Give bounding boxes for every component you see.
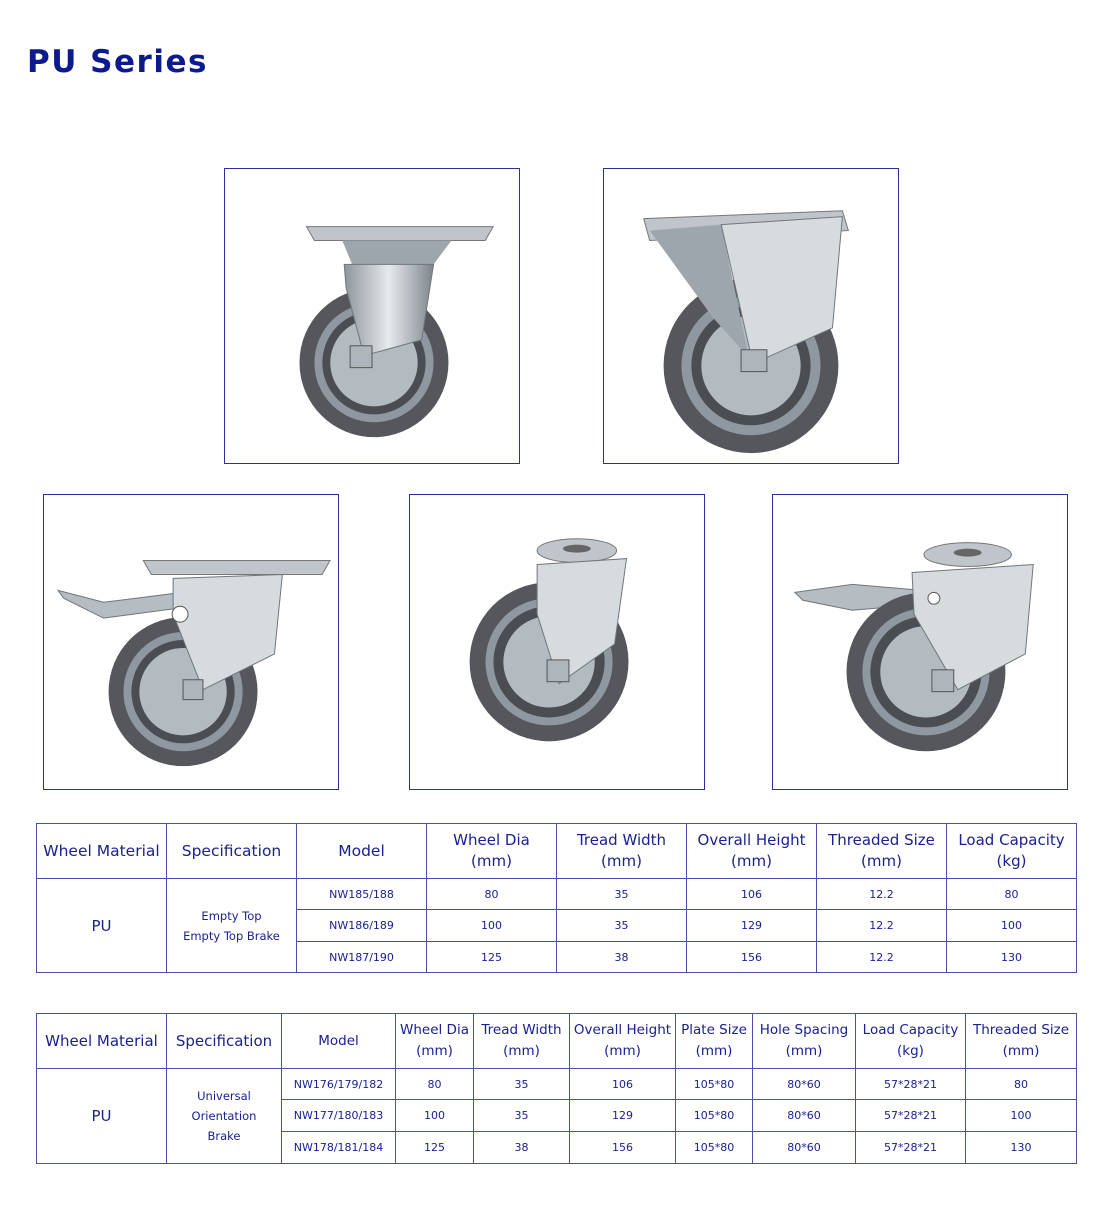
value-cell: 80	[427, 879, 557, 910]
header-wheel-dia: Wheel Dia (mm)	[396, 1014, 474, 1069]
spec-table-universal-brake	[36, 1013, 1077, 1164]
model-cell: NW186/189	[297, 910, 427, 942]
table-row	[37, 1069, 1077, 1100]
header-specification: Specification	[167, 1014, 282, 1069]
value-cell: 129	[570, 1100, 676, 1132]
value-cell: 35	[474, 1069, 570, 1100]
photo-bolt-hole-brake-caster	[772, 494, 1068, 790]
bolt-hole-swivel-caster-image	[410, 495, 704, 789]
model-cell: NW176/179/182	[282, 1069, 396, 1100]
material-cell: PU	[37, 879, 167, 973]
value-cell: 80*60	[753, 1132, 856, 1164]
header-tread-width: Tread Width (mm)	[557, 824, 687, 879]
value-cell: 125	[396, 1132, 474, 1164]
value-cell: 12.2	[817, 910, 947, 942]
value-cell: 80*60	[753, 1069, 856, 1100]
header-threaded-size: Threaded Size (mm)	[817, 824, 947, 879]
header-overall-height: Overall Height (mm)	[687, 824, 817, 879]
header-hole-spacing: Hole Spacing (mm)	[753, 1014, 856, 1069]
header-load-capacity: Load Capacity (kg)	[856, 1014, 966, 1069]
table-row	[37, 879, 1077, 910]
value-cell: 38	[557, 942, 687, 973]
value-cell: 35	[557, 879, 687, 910]
value-cell: 80	[396, 1069, 474, 1100]
model-cell: NW177/180/183	[282, 1100, 396, 1132]
value-cell: 105*80	[676, 1100, 753, 1132]
spec-table-empty-top	[36, 823, 1077, 973]
header-tread-width: Tread Width (mm)	[474, 1014, 570, 1069]
header-model: Model	[297, 824, 427, 879]
value-cell: 80	[947, 879, 1077, 910]
bolt-hole-brake-caster-image	[773, 495, 1067, 789]
rigid-caster-image	[604, 169, 898, 463]
photo-swivel-brake-caster	[43, 494, 339, 790]
header-model: Model	[282, 1014, 396, 1069]
value-cell: 80	[966, 1069, 1077, 1100]
header-load-capacity: Load Capacity (kg)	[947, 824, 1077, 879]
photo-bolt-hole-swivel-caster	[409, 494, 705, 790]
specification-cell: Universal Orientation Brake	[167, 1069, 282, 1164]
value-cell: 100	[966, 1100, 1077, 1132]
specification-cell: Empty Top Empty Top Brake	[167, 879, 297, 973]
value-cell: 129	[687, 910, 817, 942]
header-threaded-size: Threaded Size (mm)	[966, 1014, 1077, 1069]
model-cell: NW178/181/184	[282, 1132, 396, 1164]
value-cell: 156	[687, 942, 817, 973]
model-cell: NW187/190	[297, 942, 427, 973]
header-wheel-material: Wheel Material	[37, 824, 167, 879]
swivel-brake-caster-image	[44, 495, 338, 789]
photo-rigid-caster	[603, 168, 899, 464]
value-cell: 106	[687, 879, 817, 910]
value-cell: 156	[570, 1132, 676, 1164]
value-cell: 35	[474, 1100, 570, 1132]
value-cell: 100	[947, 910, 1077, 942]
value-cell: 125	[427, 942, 557, 973]
value-cell: 100	[396, 1100, 474, 1132]
value-cell: 130	[947, 942, 1077, 973]
header-overall-height: Overall Height (mm)	[570, 1014, 676, 1069]
value-cell: 105*80	[676, 1132, 753, 1164]
header-wheel-dia: Wheel Dia (mm)	[427, 824, 557, 879]
photo-swivel-caster	[224, 168, 520, 464]
value-cell: 38	[474, 1132, 570, 1164]
value-cell: 12.2	[817, 879, 947, 910]
value-cell: 130	[966, 1132, 1077, 1164]
value-cell: 57*28*21	[856, 1069, 966, 1100]
value-cell: 106	[570, 1069, 676, 1100]
value-cell: 80*60	[753, 1100, 856, 1132]
value-cell: 57*28*21	[856, 1132, 966, 1164]
header-specification: Specification	[167, 824, 297, 879]
header-wheel-material: Wheel Material	[37, 1014, 167, 1069]
swivel-caster-image	[225, 169, 519, 463]
value-cell: 57*28*21	[856, 1100, 966, 1132]
value-cell: 12.2	[817, 942, 947, 973]
model-cell: NW185/188	[297, 879, 427, 910]
value-cell: 100	[427, 910, 557, 942]
value-cell: 105*80	[676, 1069, 753, 1100]
material-cell: PU	[37, 1069, 167, 1164]
header-plate-size: Plate Size (mm)	[676, 1014, 753, 1069]
page-title: PU Series	[27, 44, 208, 80]
value-cell: 35	[557, 910, 687, 942]
